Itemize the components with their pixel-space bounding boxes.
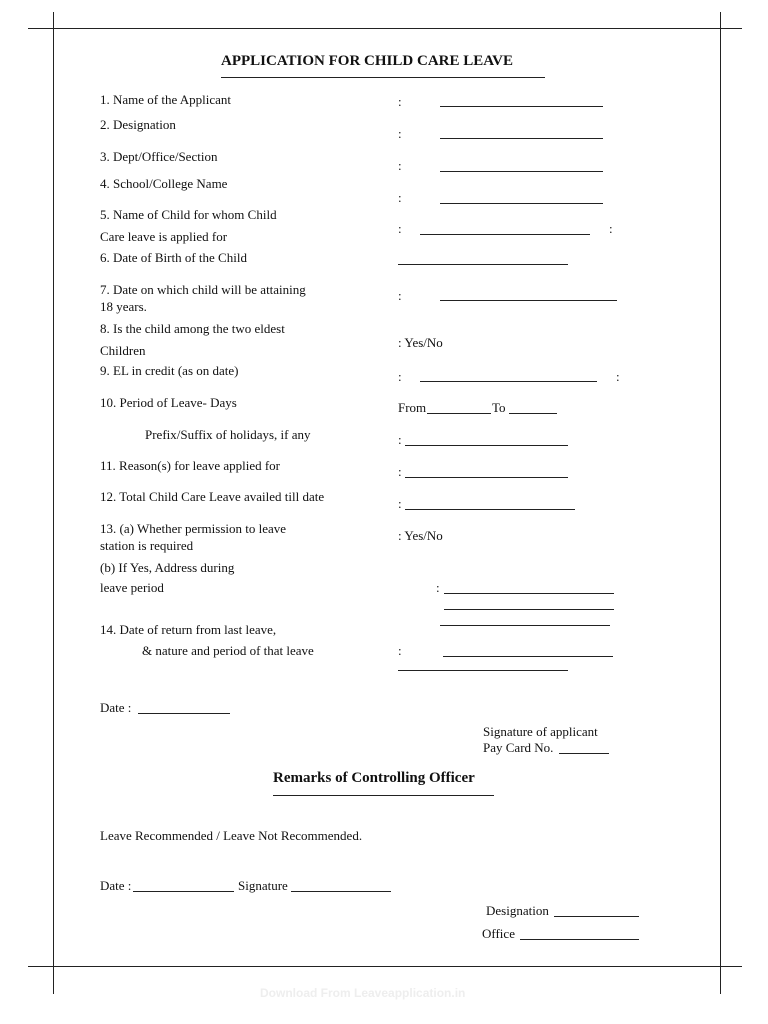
- child-dob-blank[interactable]: [398, 264, 568, 265]
- field-colon: :: [616, 369, 620, 384]
- field-label-school: 4. School/College Name: [100, 176, 228, 191]
- el-credit-blank[interactable]: [420, 381, 597, 382]
- field-colon: :: [436, 580, 440, 595]
- address-blank-1[interactable]: [444, 593, 614, 594]
- field-label-total-ccl: 12. Total Child Care Leave availed till date: [100, 489, 325, 504]
- reason-blank[interactable]: [405, 477, 568, 478]
- field-label-period: 10. Period of Leave- Days: [100, 395, 237, 410]
- field-colon: :: [398, 496, 402, 511]
- frame-left-line: [53, 12, 54, 994]
- field-colon: :: [398, 94, 402, 109]
- eldest-yes-no[interactable]: : Yes/No: [398, 335, 443, 350]
- field-label-child-18: 7. Date on which child will be attaining: [100, 282, 306, 297]
- field-label-designation: 2. Designation: [100, 117, 176, 132]
- leave-station-yes-no[interactable]: : Yes/No: [398, 528, 443, 543]
- pay-card-blank[interactable]: [559, 753, 609, 754]
- school-blank[interactable]: [440, 203, 603, 204]
- pay-card-label: Pay Card No.: [483, 740, 554, 755]
- field-label-dept: 3. Dept/Office/Section: [100, 149, 218, 164]
- field-colon: :: [609, 221, 613, 236]
- field-label-el-credit: 9. EL in credit (as on date): [100, 363, 239, 378]
- remarks-underline: [273, 795, 494, 796]
- field-label-applicant-name: 1. Name of the Applicant: [100, 92, 232, 107]
- officer-designation-blank[interactable]: [554, 916, 639, 917]
- from-date-blank[interactable]: [427, 413, 491, 414]
- frame-right-line: [720, 12, 721, 994]
- title-underline: [221, 77, 545, 78]
- field-label-child-dob: 6. Date of Birth of the Child: [100, 250, 247, 265]
- officer-office-blank[interactable]: [520, 939, 639, 940]
- applicant-name-blank[interactable]: [440, 106, 603, 107]
- field-colon: :: [398, 643, 402, 658]
- return-date-blank-2[interactable]: [398, 670, 568, 671]
- from-label: From: [398, 400, 427, 415]
- frame-top-line: [28, 28, 742, 29]
- field-label-reason: 11. Reason(s) for leave applied for: [100, 458, 281, 473]
- field-label-leave-station: 13. (a) Whether permission to leave: [100, 521, 287, 536]
- field-label-address-cont: leave period: [100, 580, 164, 595]
- total-ccl-blank[interactable]: [405, 509, 575, 510]
- child-18-blank[interactable]: [440, 300, 617, 301]
- officer-signature-label: Signature: [238, 878, 288, 893]
- field-label-child-18-cont: 18 years.: [100, 299, 147, 314]
- field-colon: :: [398, 190, 402, 205]
- watermark: Download From Leaveapplication.in: [260, 986, 466, 1000]
- field-colon: :: [398, 221, 402, 236]
- date-label: Date :: [100, 700, 132, 715]
- field-label-eldest: 8. Is the child among the two eldest: [100, 321, 285, 336]
- field-label-address: (b) If Yes, Address during: [100, 560, 235, 575]
- address-blank-3[interactable]: [440, 625, 610, 626]
- remarks-title: Remarks of Controlling Officer: [273, 770, 475, 786]
- frame-bottom-line: [28, 966, 742, 967]
- field-label-leave-station-cont: station is required: [100, 538, 194, 553]
- prefix-suffix-blank[interactable]: [405, 445, 568, 446]
- applicant-signature-label: Signature of applicant: [483, 724, 598, 739]
- field-colon: :: [398, 464, 402, 479]
- child-name-blank[interactable]: [420, 234, 590, 235]
- to-label: To: [492, 400, 506, 415]
- field-colon: :: [398, 126, 402, 141]
- field-label-child-name: 5. Name of Child for whom Child: [100, 207, 277, 222]
- field-label-child-name-cont: Care leave is applied for: [100, 229, 228, 244]
- designation-blank[interactable]: [440, 138, 603, 139]
- officer-signature-blank[interactable]: [291, 891, 391, 892]
- address-blank-2[interactable]: [444, 609, 614, 610]
- field-label-return-date-cont: & nature and period of that leave: [142, 643, 314, 658]
- dept-blank[interactable]: [440, 171, 603, 172]
- field-colon: :: [398, 158, 402, 173]
- field-colon: :: [398, 369, 402, 384]
- recommendation-text: Leave Recommended / Leave Not Recommended.: [100, 828, 363, 843]
- field-label-return-date: 14. Date of return from last leave,: [100, 622, 277, 637]
- officer-date-blank[interactable]: [133, 891, 234, 892]
- officer-designation-label: Designation: [486, 903, 549, 918]
- officer-date-label: Date :: [100, 878, 132, 893]
- field-label-eldest-cont: Children: [100, 343, 146, 358]
- field-colon: :: [398, 432, 402, 447]
- field-label-prefix-suffix: Prefix/Suffix of holidays, if any: [145, 427, 311, 442]
- to-date-blank[interactable]: [509, 413, 557, 414]
- officer-office-label: Office: [482, 926, 515, 941]
- form-title: APPLICATION FOR CHILD CARE LEAVE: [221, 53, 513, 69]
- return-date-blank-1[interactable]: [443, 656, 613, 657]
- field-colon: :: [398, 288, 402, 303]
- date-blank[interactable]: [138, 713, 230, 714]
